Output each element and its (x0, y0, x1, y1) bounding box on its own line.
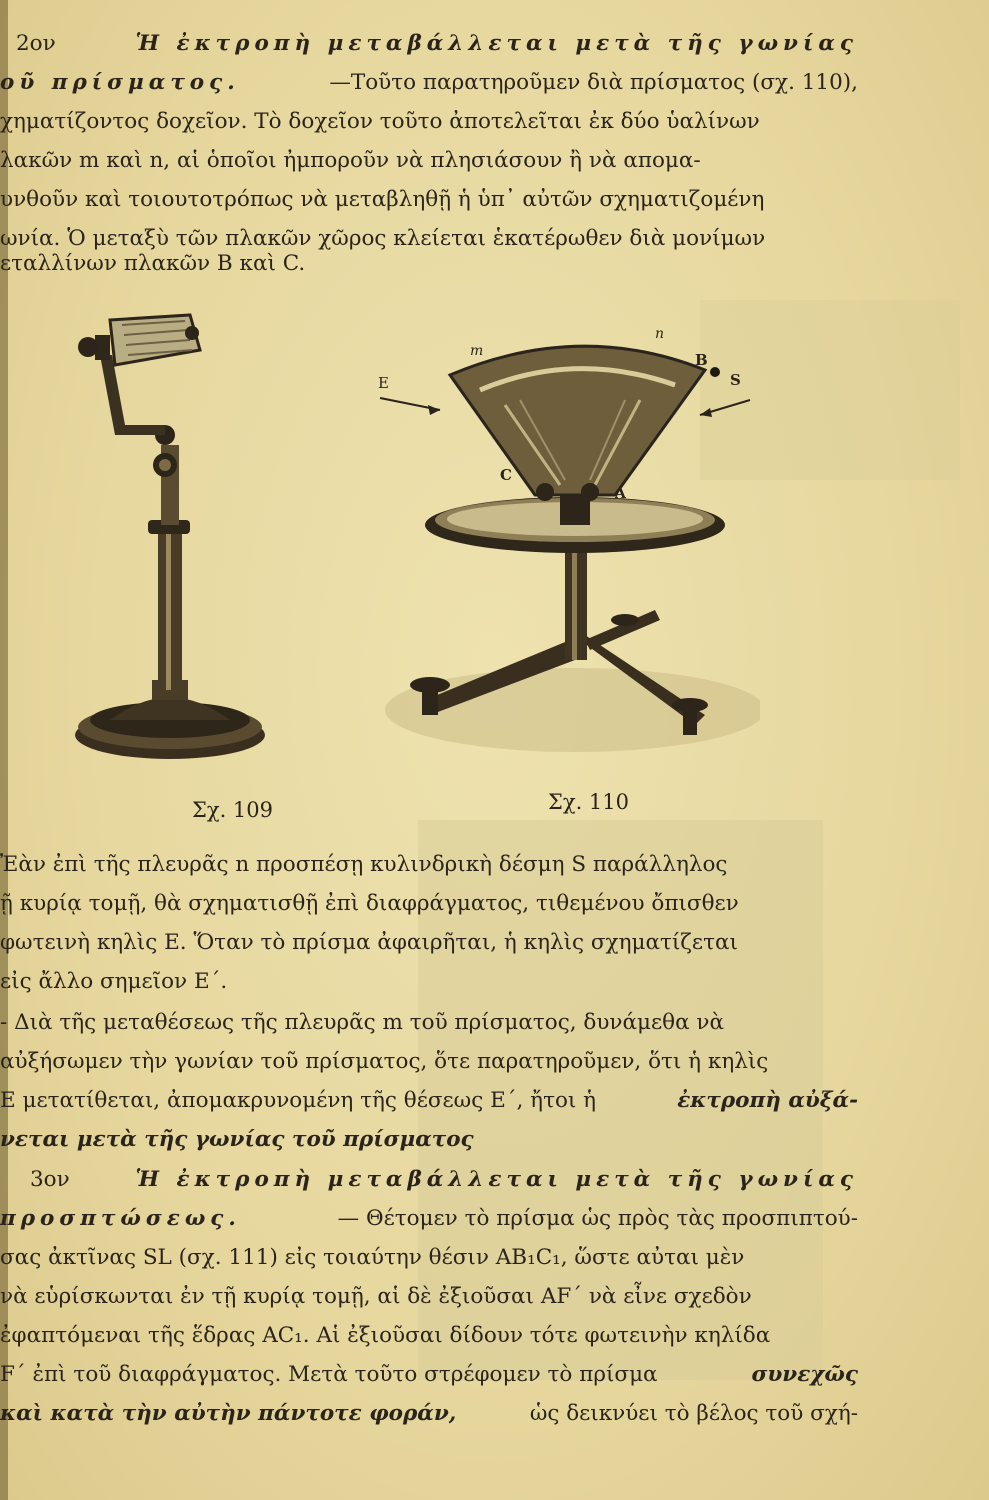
text-segment: —Τοῦτο παρατηροῦμεν διὰ πρίσματος (σχ. 110), (329, 70, 858, 95)
text-line (0, 1081, 858, 1121)
text-line: - Διὰ τῆς μεταθέσεως τῆς πλευρᾶς m τοῦ πρίσματος, δυνάμεθα νὰ (0, 1010, 725, 1035)
section-number: 3ον (30, 1167, 70, 1192)
label-n: n (655, 326, 665, 342)
text-line: ῇ κυρίᾳ τομῇ, θὰ σχηματισθῇ ἐπὶ διαφράγματος, τιθεμένου ὄπισθεν (0, 891, 739, 916)
label-m: m (470, 343, 484, 359)
label-B: B (695, 351, 708, 369)
text-line: λακῶν m καὶ n, αἱ ὁποῖοι ἠμποροῦν νὰ πλησιάσουν ἢ νὰ απομα- (0, 148, 701, 173)
label-E: E (378, 374, 389, 392)
text-line (0, 1355, 858, 1395)
emphasis-text: καὶ κατὰ τὴν αὐτὴν πάντοτε φοράν, (0, 1401, 457, 1426)
text-segment: F΄ ἐπὶ τοῦ διαφράγματος. Μετὰ τοῦτο στρέφομεν τὸ πρίσμα (0, 1362, 658, 1387)
text-line: ἐφαπτόμεναι τῆς ἕδρας AC₁. Αἱ ἐξιοῦσαι δίδουν τότε φωτεινὴν κηλίδα (0, 1323, 771, 1348)
text-line (0, 1394, 858, 1434)
figure-110-variable-prism (370, 320, 760, 760)
text-line: Ἐὰν ἐπὶ τῆς πλευρᾶς n προσπέσῃ κυλινδρικὴ δέσμη S παράλληλος (0, 852, 728, 877)
text-line: νὰ εὑρίσκωνται ἐν τῇ κυρίᾳ τομῇ, αἱ δὲ ἐξιοῦσαι AF΄ νὰ εἶνε σχεδὸν (0, 1284, 752, 1309)
text-line: υνθοῦν καὶ τοιουτοτρόπως νὰ μεταβληθῇ ἡ ὑπ᾿ αὐτῶν σχηματιζομένη (0, 187, 765, 212)
text-line (0, 1199, 858, 1239)
text-line: χηματίζοντος δοχεῖον. Τὸ δοχεῖον τοῦτο ἀποτελεῖται ἐκ δύο ὑαλίνων (0, 109, 760, 134)
text-line: εἰς ἄλλο σημεῖον E΄. (0, 969, 228, 994)
text-line (0, 63, 858, 103)
section-number: 2ον (16, 31, 56, 56)
text-line (0, 1160, 858, 1200)
text-line: εταλλίνων πλακῶν B καὶ C. (0, 251, 306, 276)
figure-110-caption: Σχ. 110 (548, 790, 630, 814)
text-line: ωνία. Ὁ μεταξὺ τῶν πλακῶν χῶρος κλείεται ἑκατέρωθεν διὰ μονίμων (0, 226, 766, 251)
label-A: A (615, 486, 626, 502)
text-segment: — Θέτομεν τὸ πρίσμα ὡς πρὸς τὰς προσπιπτού- (337, 1206, 858, 1231)
figure-109-caption: Σχ. 109 (192, 798, 274, 822)
text-segment: ὡς δεικνύει τὸ βέλος τοῦ σχή- (529, 1401, 858, 1426)
label-S: S (730, 371, 741, 389)
section-heading: Ἡ ἐκτροπὴ μεταβάλλεται μετὰ τῆς γωνίας (135, 31, 858, 56)
text-line: φωτεινὴ κηλὶς E. Ὅταν τὸ πρίσμα ἀφαιρῆται, ἡ κηλὶς σχηματίζεται (0, 930, 738, 955)
section-heading-continued: προσπτώσεως. (0, 1206, 241, 1231)
label-C: C (500, 466, 512, 484)
text-line (0, 24, 858, 64)
section-heading: Ἡ ἐκτροπὴ μεταβάλλεται μετὰ τῆς γωνίας (135, 1167, 858, 1192)
text-line: αὐξήσωμεν τὴν γωνίαν τοῦ πρίσματος, ὅτε παρατηροῦμεν, ὅτι ἡ κηλὶς (0, 1049, 769, 1074)
text-line: σας ἀκτῖνας SL (σχ. 111) εἰς τοιαύτην θέσιν AB₁C₁, ὥστε αὐται μὲν (0, 1245, 745, 1270)
emphasis-text: ἐκτροπὴ αὐξά- (677, 1088, 858, 1113)
figure-109-prism-stand (40, 295, 270, 765)
text-line-emphasis: νεται μετὰ τῆς γωνίας τοῦ πρίσματος (0, 1127, 474, 1152)
emphasis-text: συνεχῶς (751, 1362, 858, 1387)
section-heading-continued: οῦ πρίσματος. (0, 70, 240, 95)
text-segment: E μετατίθεται, ἀπομακρυνομένη τῆς θέσεως E΄, ἤτοι ἡ (0, 1088, 597, 1113)
